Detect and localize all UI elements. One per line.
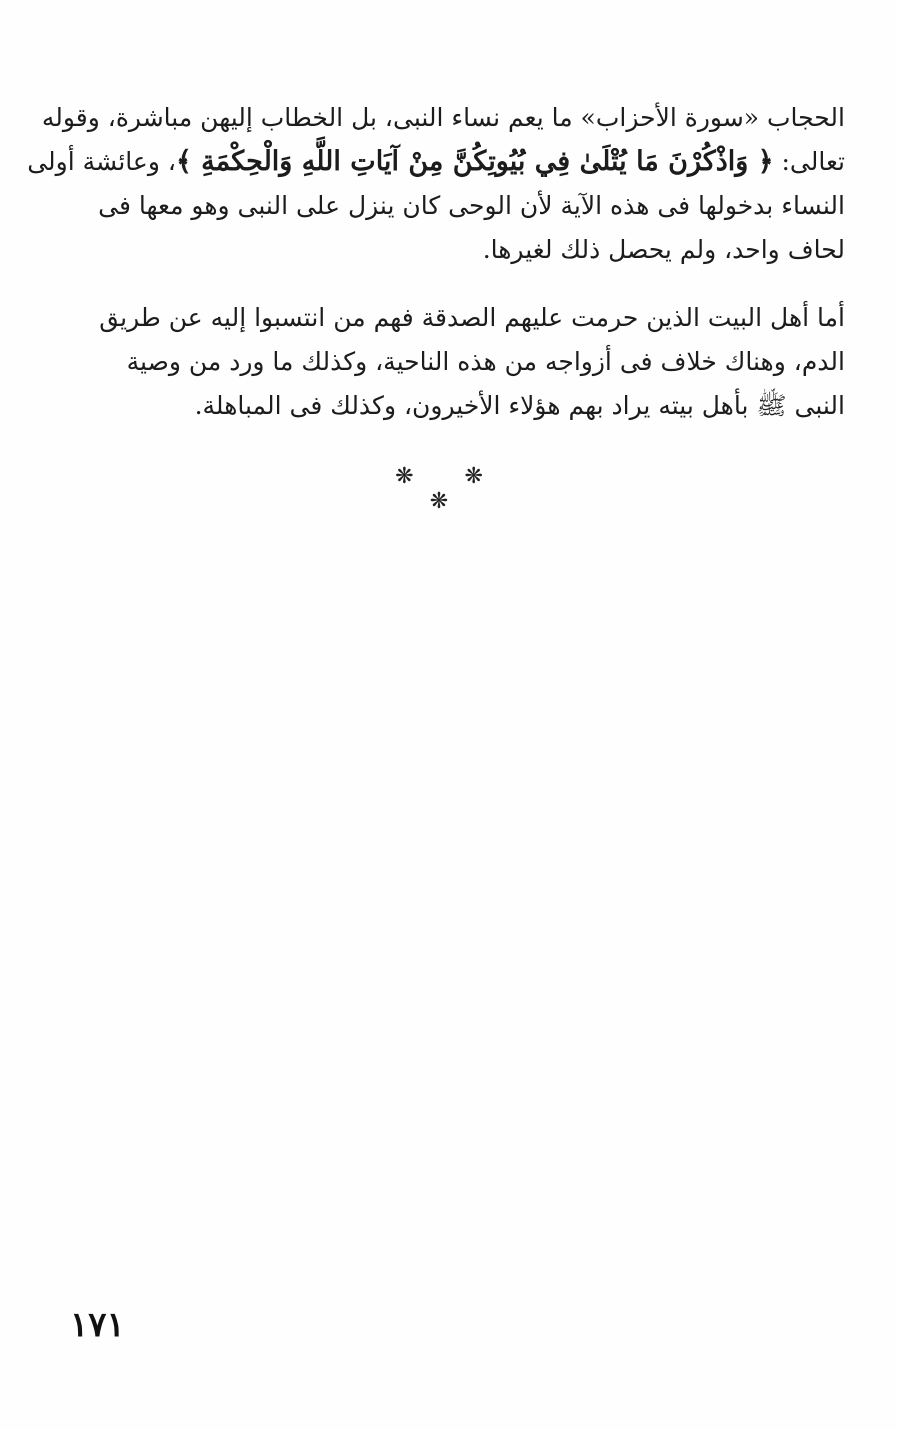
paragraph-2-line-2: الدم، وهناك خلاف فى أزواجه من هذه الناحية، وكذلك ما ورد من وصية — [126, 347, 845, 376]
paragraph-2-line-1: أما أهل البيت الذين حرمت عليهم الصدقة فهم من انتسبوا إليه عن طريق — [99, 303, 845, 332]
paragraph-1-line-2 — [27, 140, 845, 184]
quote-intro: تعالى: — [781, 147, 845, 176]
paragraph-1-line-3: النساء بدخولها فى هذه الآية لأن الوحى كان ينزل على النبى وهو معها فى — [98, 191, 845, 220]
quote-continuation: ، وعائشة أولى — [27, 147, 176, 176]
paragraph-1-line-1: الحجاب «سورة الأحزاب» ما يعم نساء النبى، بل الخطاب إليهن مباشرة، وقوله — [41, 103, 845, 132]
paragraph-2 — [55, 296, 845, 428]
paragraph-2-line-3: النبى ﷺ بأهل بيته يراد بهم هؤلاء الأخيرون، وكذلك فى المباهلة. — [194, 391, 845, 420]
paragraph-1-line-4: لحاف واحد، ولم يحصل ذلك لغيرها. — [482, 235, 845, 264]
paragraph-1 — [27, 96, 845, 272]
page-number: ١٧١ — [70, 1305, 125, 1345]
quran-verse: ﴿ وَاذْكُرْنَ مَا يُتْلَىٰ فِي بُيُوتِكُنَّ مِنْ آيَاتِ اللَّهِ وَالْحِكْمَةِ ﴾ — [175, 146, 774, 177]
section-separator: ❋ ❋ ❋ — [395, 464, 505, 514]
